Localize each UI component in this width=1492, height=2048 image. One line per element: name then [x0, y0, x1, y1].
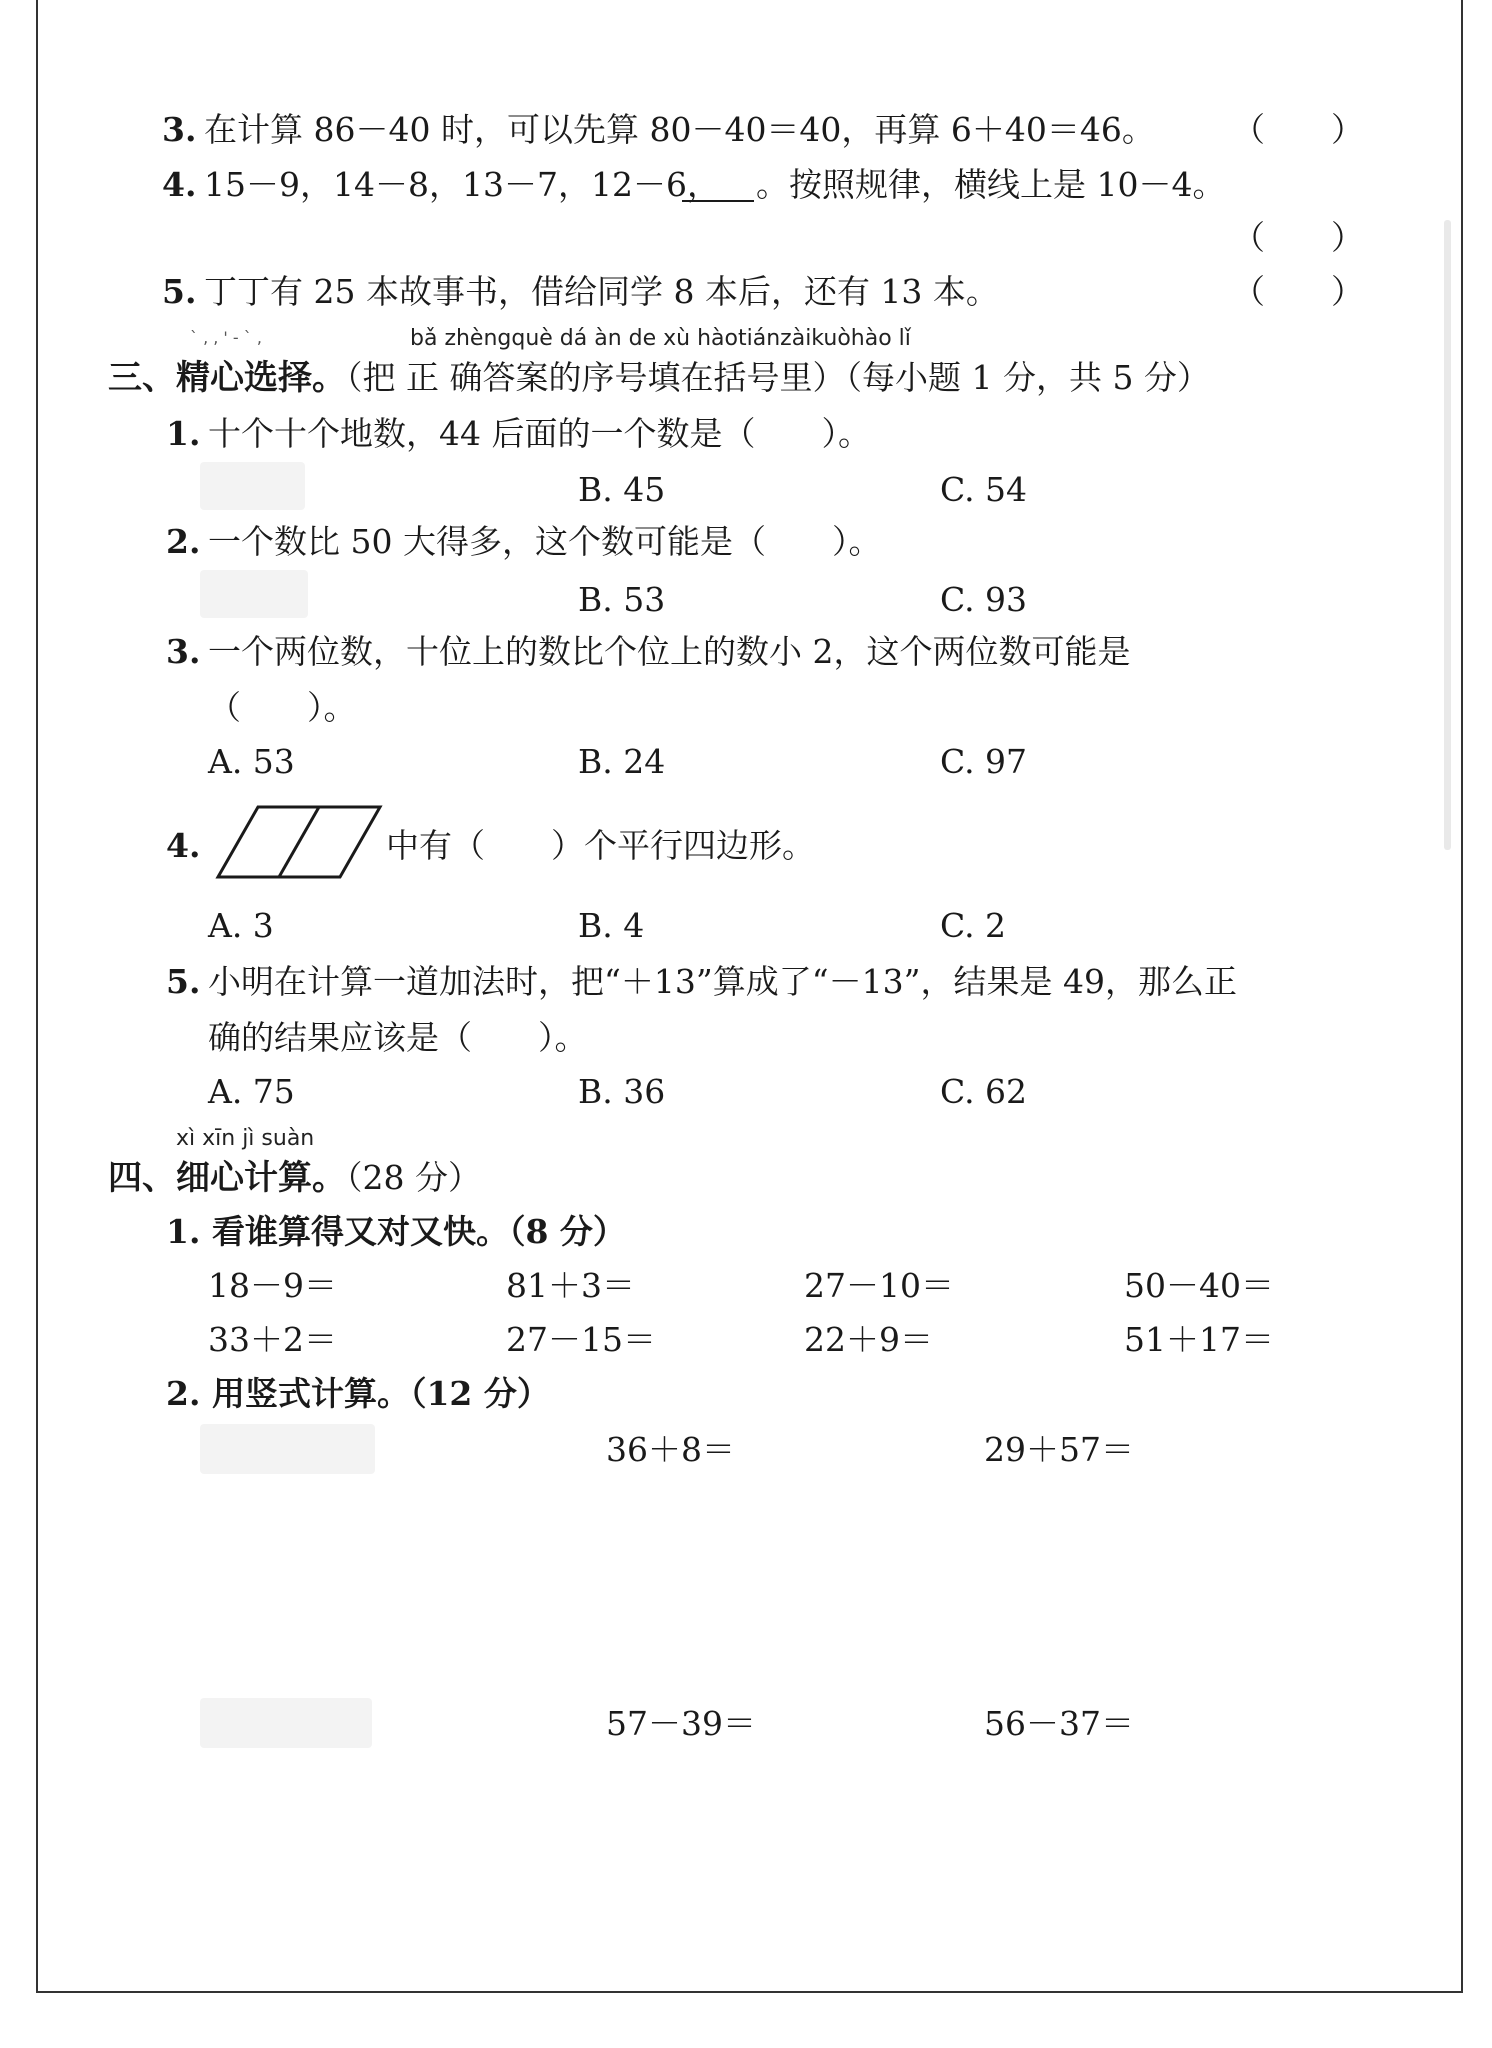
section3-title: 三、精心选择。 — [108, 358, 346, 398]
answer-paren[interactable]: （ ） — [1232, 272, 1364, 311]
oral-calc-item[interactable]: 27－15＝ — [506, 1320, 656, 1359]
choice-1-option-b[interactable]: B. 45 — [578, 470, 666, 509]
choice-5-option-b[interactable]: B. 36 — [578, 1072, 666, 1111]
choice-3-number: 3. — [166, 632, 201, 671]
choice-1-option-c[interactable]: C. 54 — [940, 470, 1028, 509]
tf-item-number: 5. — [162, 272, 197, 311]
oral-calc-item[interactable]: 50－40＝ — [1124, 1266, 1274, 1305]
choice-3-option-c[interactable]: C. 97 — [940, 742, 1028, 781]
page-frame-bottom — [36, 1991, 1463, 1993]
oral-calc-item[interactable]: 27－10＝ — [804, 1266, 954, 1305]
choice-2-number: 2. — [166, 522, 201, 561]
choice-3-stem: 一个两位数，十位上的数比个位上的数小 2，这个两位数可能是 — [208, 632, 1131, 671]
choice-1-number: 1. — [166, 414, 201, 453]
scrollbar[interactable] — [1444, 220, 1451, 850]
choice-4-option-b[interactable]: B. 4 — [578, 906, 645, 945]
section4-q2-title: 2. 用竖式计算。（12 分） — [166, 1374, 550, 1413]
section4-q1-title: 1. 看谁算得又对又快。（8 分） — [166, 1212, 626, 1251]
choice-2-option-b[interactable]: B. 53 — [578, 580, 666, 619]
choice-3-option-b[interactable]: B. 24 — [578, 742, 666, 781]
erased-option-a — [200, 462, 305, 510]
oral-calc-item[interactable]: 33＋2＝ — [208, 1320, 337, 1359]
choice-4-option-c[interactable]: C. 2 — [940, 906, 1007, 945]
tf-item-text: 在计算 86－40 时，可以先算 80－40＝40，再算 6＋40＝46。 — [204, 110, 1155, 149]
section4-title: 四、细心计算。 — [108, 1158, 346, 1198]
tf-item-number: 3. — [162, 110, 197, 149]
vertical-calc-item[interactable]: 36＋8＝ — [606, 1430, 735, 1469]
section4-pinyin: xì xīn jì suàn — [176, 1126, 315, 1151]
oral-calc-item[interactable]: 22＋9＝ — [804, 1320, 933, 1359]
erased-item — [200, 1698, 372, 1748]
vertical-calc-item[interactable]: 29＋57＝ — [984, 1430, 1134, 1469]
tf-item-text: 丁丁有 25 本故事书，借给同学 8 本后，还有 13 本。 — [204, 272, 999, 311]
choice-2-option-c[interactable]: C. 93 — [940, 580, 1028, 619]
page-frame-left — [36, 0, 38, 1992]
vertical-calc-item[interactable]: 57－39＝ — [606, 1704, 756, 1743]
choice-5-stem-continued: 确的结果应该是（ ）。 — [208, 1018, 588, 1057]
choice-5-stem: 小明在计算一道加法时，把“＋13”算成了“－13”，结果是 49，那么正 — [208, 962, 1237, 1001]
section3-heading — [108, 358, 1210, 398]
oral-calc-item[interactable]: 18－9＝ — [208, 1266, 337, 1305]
choice-4-stem: 中有（ ）个平行四边形。 — [386, 826, 815, 865]
vertical-calc-item[interactable]: 56－37＝ — [984, 1704, 1134, 1743]
section4-heading — [108, 1158, 481, 1198]
parallelogram-divider — [279, 807, 319, 877]
pinyin-tone-marks: ` , , ' - ` , — [190, 328, 262, 347]
choice-5-option-c[interactable]: C. 62 — [940, 1072, 1028, 1111]
oral-calc-item[interactable]: 51＋17＝ — [1124, 1320, 1274, 1359]
tf-item-text-rest: 。按照规律，横线上是 10－4。 — [756, 165, 1226, 204]
answer-paren[interactable]: （ ） — [1232, 110, 1364, 149]
erased-option-a — [200, 570, 308, 618]
choice-3-option-a[interactable]: A. 53 — [208, 742, 295, 781]
fill-blank-line[interactable] — [682, 170, 754, 202]
parallelogram-figure-icon — [214, 804, 384, 880]
tf-item-text: 15－9，14－8，13－7，12－6， — [204, 165, 720, 204]
page-frame-right — [1461, 0, 1463, 1992]
choice-2-stem: 一个数比 50 大得多，这个数可能是（ ）。 — [208, 522, 882, 561]
choice-4-option-a[interactable]: A. 3 — [208, 906, 274, 945]
choice-5-option-a[interactable]: A. 75 — [208, 1072, 295, 1111]
oral-calc-item[interactable]: 81＋3＝ — [506, 1266, 635, 1305]
section4-score: （28 分） — [346, 1158, 481, 1197]
choice-1-stem: 十个十个地数，44 后面的一个数是（ ）。 — [208, 414, 871, 453]
choice-5-number: 5. — [166, 962, 201, 1001]
section3-pinyin: bǎ zhèngquè dá àn de xù hàotiánzàikuòhào lǐ — [410, 326, 911, 351]
tf-item-number: 4. — [162, 165, 197, 204]
erased-item — [200, 1424, 375, 1474]
section3-instruction: （把 正 确答案的序号填在括号里）（每小题 1 分，共 5 分） — [346, 358, 1210, 397]
answer-paren[interactable]: （ ） — [1232, 218, 1364, 257]
choice-3-stem-continued: （ ）。 — [208, 688, 357, 727]
choice-4-number: 4. — [166, 826, 201, 865]
